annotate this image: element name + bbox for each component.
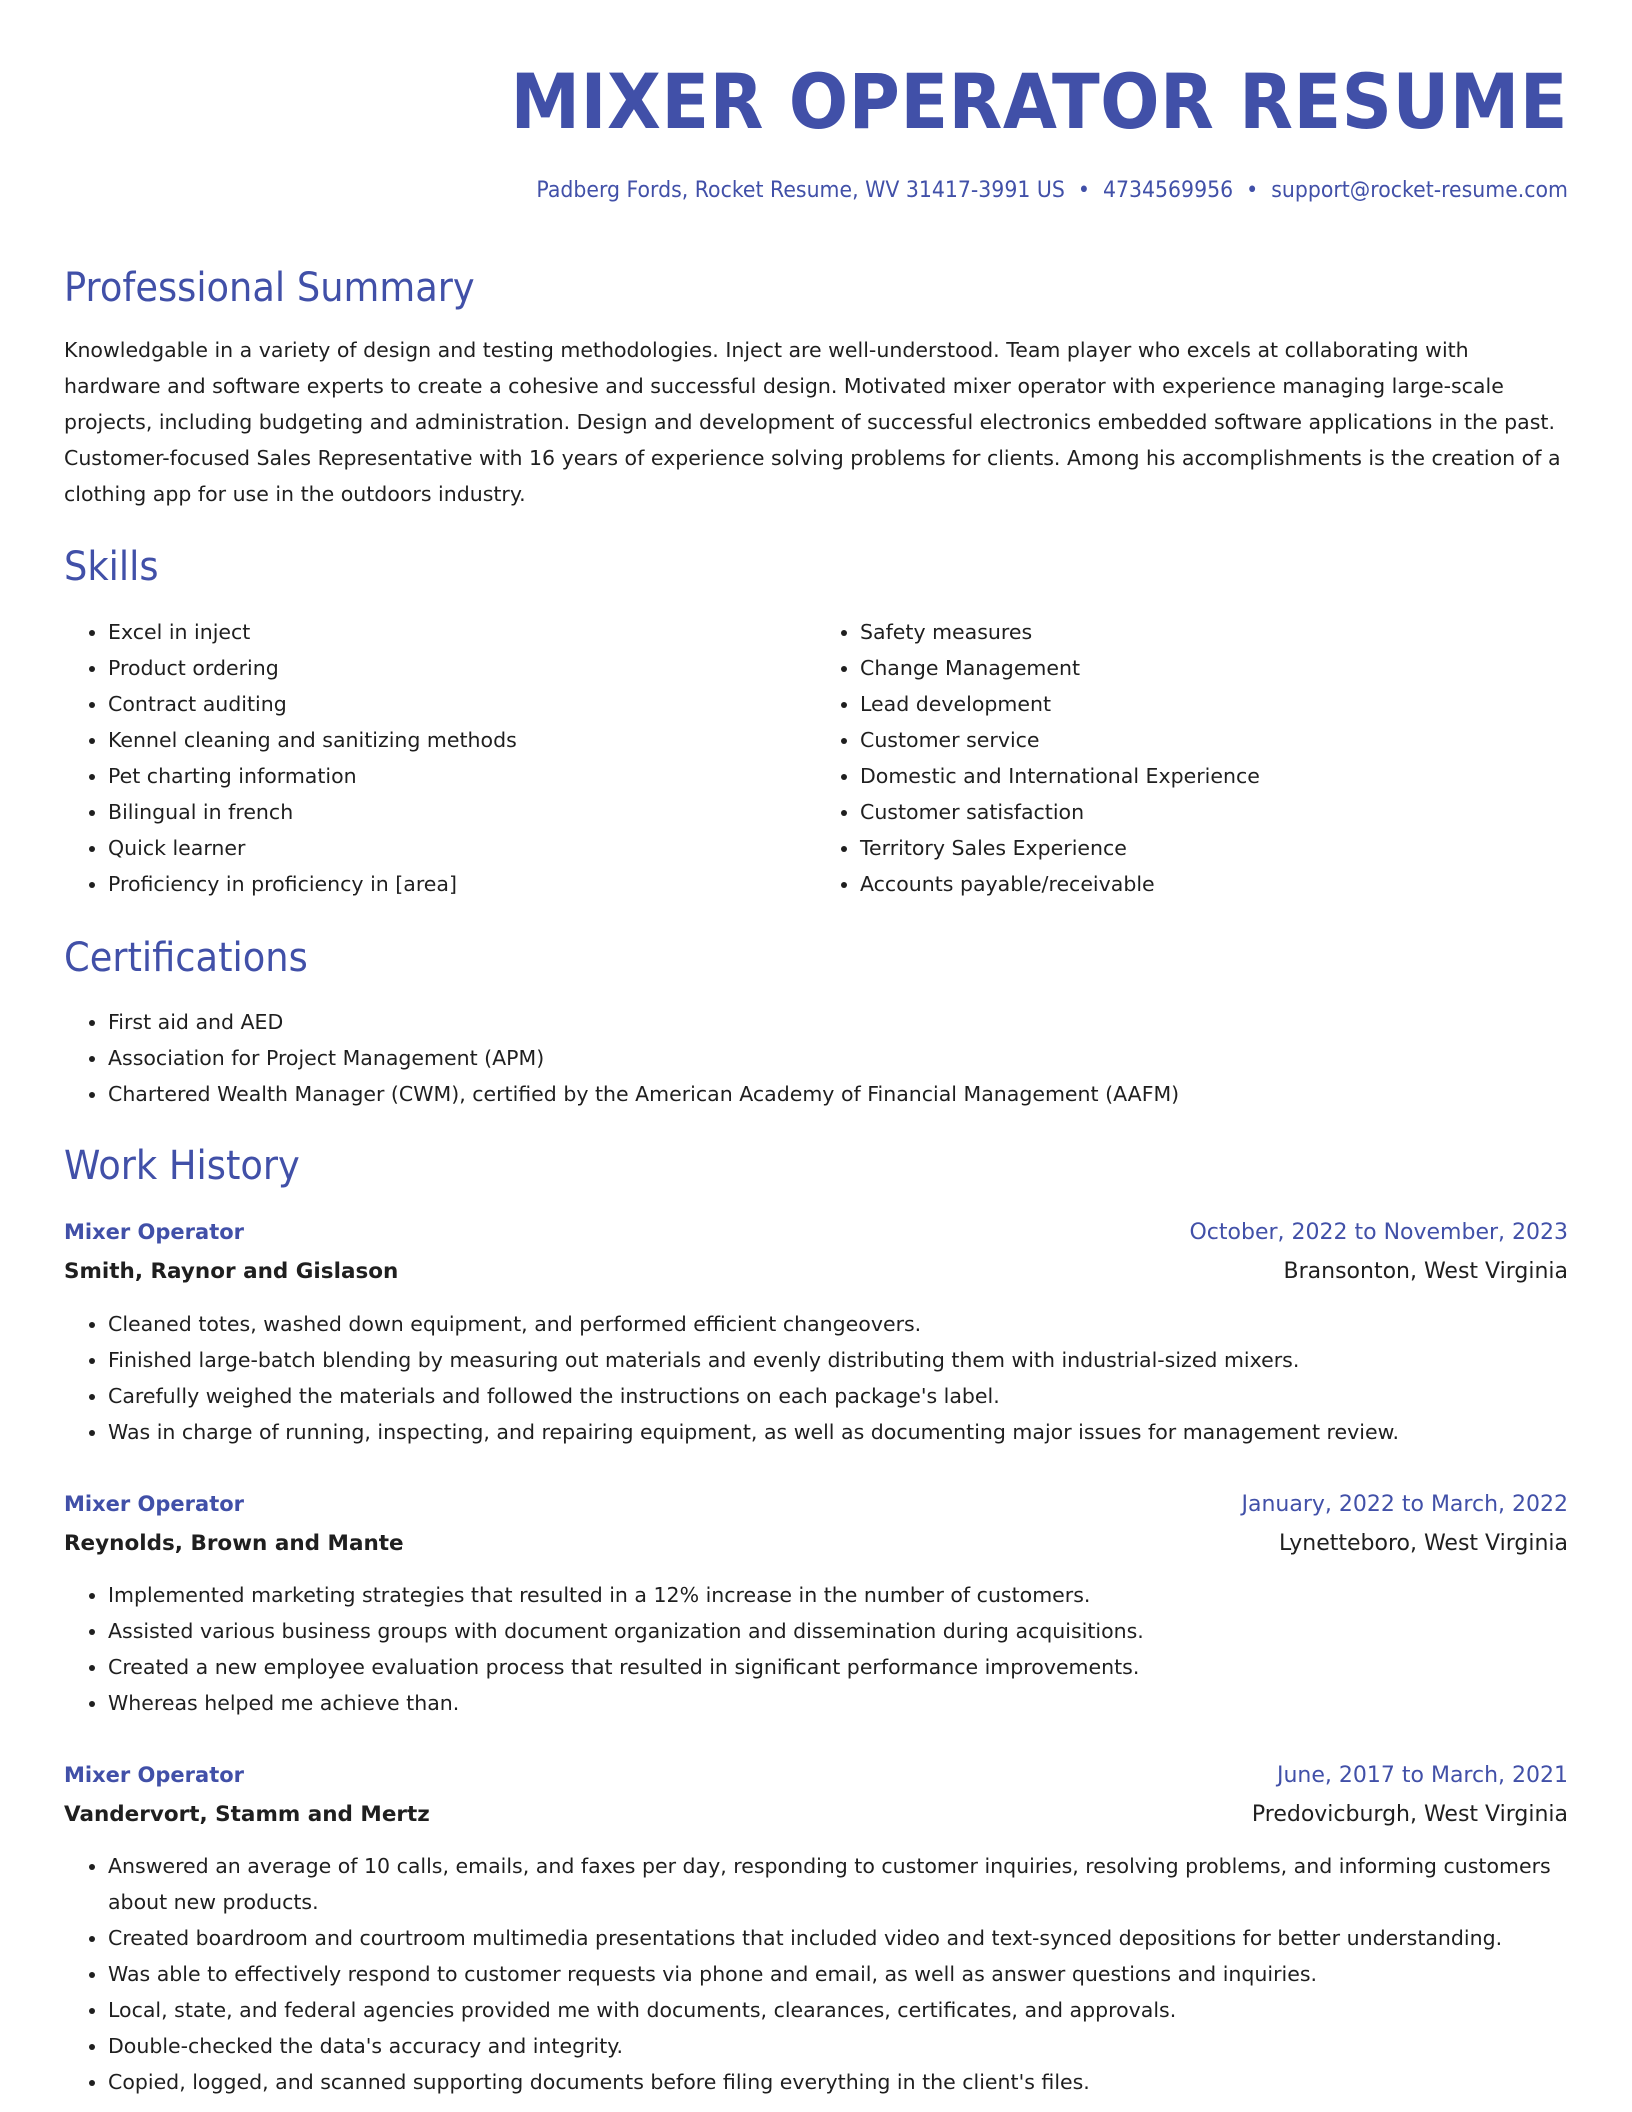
contact-address: Padberg Fords, Rocket Resume, WV 31417-3991 US	[536, 178, 1065, 203]
contact-line	[169, 178, 1568, 204]
skill-item: • Territory Sales Experience	[860, 830, 1568, 866]
skill-item: • Bilingual in french	[108, 794, 816, 830]
job-title: Mixer Operator	[64, 1492, 245, 1516]
job-bullet: • Copied, logged, and scanned supporting documents before filing everything in the client's files.	[108, 2064, 1568, 2100]
skill-item: • Product ordering	[108, 650, 816, 686]
job-company: Reynolds, Brown and Mante	[64, 1531, 404, 1556]
skill-item: • Customer satisfaction	[860, 794, 1568, 830]
skill-item: • Excel in inject	[108, 614, 816, 650]
job-subheader	[64, 1795, 1568, 1835]
job-subheader	[64, 1252, 1568, 1292]
job-location: Bransonton, West Virginia	[1283, 1259, 1568, 1284]
skills-list-left	[64, 614, 816, 902]
job-bullets	[64, 1577, 1568, 1721]
certifications-list	[64, 1004, 1568, 1112]
skills-grid	[64, 614, 1568, 902]
job-bullet-list	[64, 1577, 1568, 1721]
job-dates: June, 2017 to March, 2021	[1277, 1763, 1568, 1788]
job-dates: October, 2022 to November, 2023	[1189, 1220, 1568, 1245]
job-bullet: • Assisted various business groups with document organization and dissemination during acquisitions.	[108, 1613, 1568, 1649]
job-dates: January, 2022 to March, 2022	[1241, 1492, 1568, 1517]
summary-body	[64, 332, 1568, 512]
summary-text: Knowledgable in a variety of design and testing methodologies. Inject are well-understood. Team player who excels at collaborating with hardware and software experts to create a cohesive and successful design. Motivated mixer operator with experience managing large-scale projects, including budgeting and administration. Design and development of successful electronics embedded software applications in the past. Customer-focused Sales Representative with 16 years of experience solving problems for clients. Among his accomplishments is the creation of a clothing app for use in the outdoors industry.	[64, 338, 1561, 506]
job-subheader	[64, 1524, 1568, 1564]
skill-item: • Kennel cleaning and sanitizing methods	[108, 722, 816, 758]
certification-item: • Association for Project Management (APM)	[108, 1040, 1568, 1076]
skill-item: • Customer service	[860, 722, 1568, 758]
skill-item: • Lead development	[860, 686, 1568, 722]
certifications-section	[64, 935, 1568, 981]
skills-section	[64, 544, 1568, 590]
job-bullet: • Created boardroom and courtroom multimedia presentations that included video and text-synced depositions for better understanding.	[108, 1920, 1568, 1956]
skill-item: • Pet charting information	[108, 758, 816, 794]
job-bullet: • Carefully weighed the materials and followed the instructions on each package's label.	[108, 1378, 1568, 1414]
job-bullet-list	[64, 1848, 1568, 2100]
skill-item: • Domestic and International Experience	[860, 758, 1568, 794]
job-bullet: • Implemented marketing strategies that resulted in a 12% increase in the number of customers.	[108, 1577, 1568, 1613]
job-company: Vandervort, Stamm and Mertz	[64, 1802, 430, 1827]
job-entry	[64, 1756, 1568, 1835]
work-section	[64, 1143, 1568, 1189]
certification-item: • First aid and AED	[108, 1004, 1568, 1040]
job-header	[64, 1485, 1568, 1524]
job-bullet: • Cleaned totes, washed down equipment, and performed efficient changeovers.	[108, 1306, 1568, 1342]
resume-title: MIXER OPERATOR RESUME	[510, 57, 1568, 146]
certifications-body	[64, 1004, 1568, 1112]
job-header	[64, 1213, 1568, 1252]
job-header	[64, 1756, 1568, 1795]
job-bullet: • Double-checked the data's accuracy and integrity.	[108, 2028, 1568, 2064]
job-title: Mixer Operator	[64, 1220, 245, 1244]
section-title-summary: Professional Summary	[64, 265, 475, 311]
contact-phone[interactable]: 4734569956	[1102, 178, 1234, 203]
certification-item: • Chartered Wealth Manager (CWM), certified by the American Academy of Financial Management (AAFM)	[108, 1076, 1568, 1112]
job-bullet-list	[64, 1306, 1568, 1450]
job-bullet: • Whereas helped me achieve than.	[108, 1685, 1568, 1721]
contact-separator: •	[1077, 178, 1090, 203]
skill-item: • Contract auditing	[108, 686, 816, 722]
skill-item: • Accounts payable/receivable	[860, 866, 1568, 902]
job-bullet: • Created a new employee evaluation process that resulted in significant performance improvements.	[108, 1649, 1568, 1685]
resume-page	[64, 0, 1568, 2094]
skill-item: • Change Management	[860, 650, 1568, 686]
section-title-work: Work History	[64, 1143, 300, 1189]
skill-item: • Quick learner	[108, 830, 816, 866]
job-bullet: • Was in charge of running, inspecting, and repairing equipment, as well as documenting major issues for management review.	[108, 1414, 1568, 1450]
job-bullet: • Local, state, and federal agencies provided me with documents, clearances, certificates, and approvals.	[108, 1992, 1568, 2028]
summary-section	[64, 265, 1568, 311]
skills-list-right	[816, 614, 1568, 902]
job-bullet: • Answered an average of 10 calls, emails, and faxes per day, responding to customer inquiries, resolving problems, and informing customers about new products.	[108, 1848, 1568, 1920]
job-bullets	[64, 1306, 1568, 1450]
section-title-certifications: Certifications	[64, 935, 308, 981]
job-title: Mixer Operator	[64, 1763, 245, 1787]
job-entry	[64, 1485, 1568, 1564]
job-bullet: • Was able to effectively respond to customer requests via phone and email, as well as answer questions and inquiries.	[108, 1956, 1568, 1992]
contact-separator: •	[1246, 178, 1259, 203]
section-title-skills: Skills	[64, 544, 159, 590]
job-bullet: • Finished large-batch blending by measuring out materials and evenly distributing them with industrial-sized mixers.	[108, 1342, 1568, 1378]
job-bullets	[64, 1848, 1568, 2100]
skill-item: • Safety measures	[860, 614, 1568, 650]
job-entry	[64, 1213, 1568, 1292]
job-location: Lynetteboro, West Virginia	[1279, 1531, 1568, 1556]
skill-item: • Proficiency in proficiency in [area]	[108, 866, 816, 902]
job-location: Predovicburgh, West Virginia	[1251, 1802, 1568, 1827]
contact-email[interactable]: support@rocket-resume.com	[1271, 178, 1568, 203]
job-company: Smith, Raynor and Gislason	[64, 1259, 399, 1284]
